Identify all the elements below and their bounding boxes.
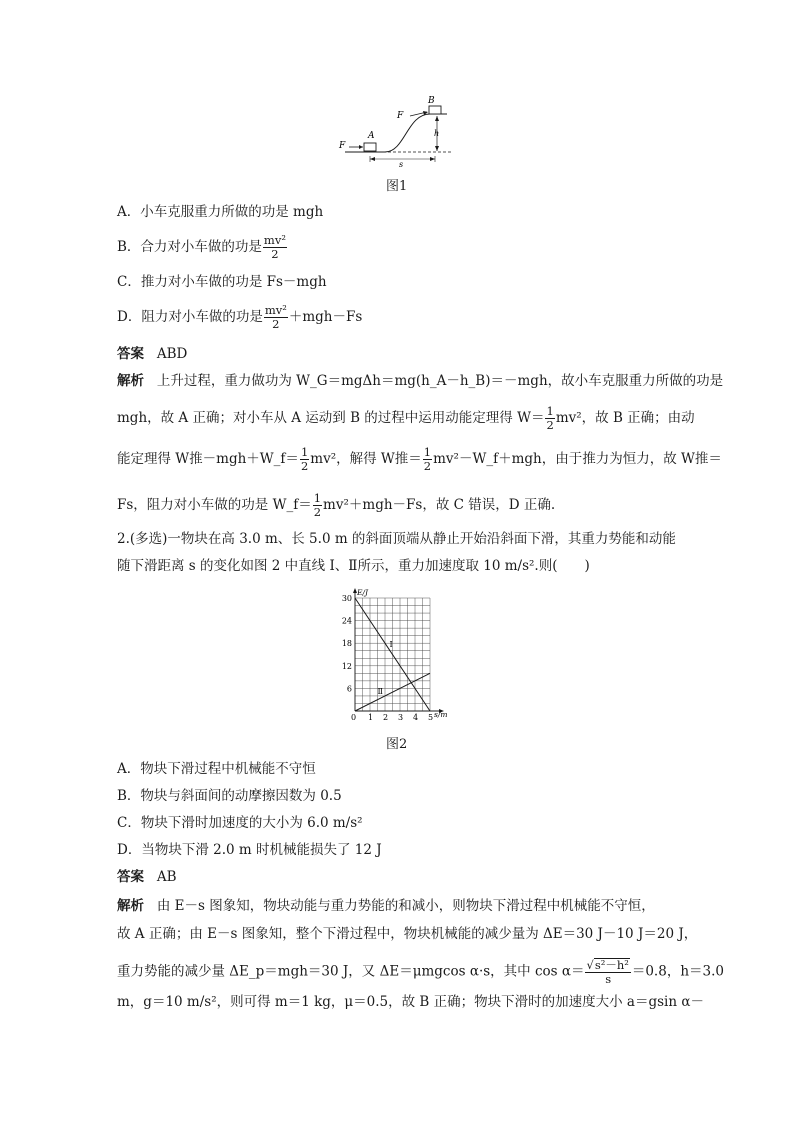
- block-a: [364, 143, 376, 151]
- label-b: B: [428, 96, 435, 106]
- x-tick-label: 0: [351, 713, 357, 722]
- q2-stem-line1: 2.(多选)一物块在高 3.0 m、长 5.0 m 的斜面顶端从静止开始沿斜面下滑，其重力势能和动能: [117, 531, 676, 547]
- figure-1-caption: 图1: [386, 179, 408, 194]
- q2-option-c: C．物块下滑时加速度的大小为 6.0 m/s²: [117, 815, 363, 831]
- figure-2-chart: [335, 588, 460, 728]
- y-axis-label: E/J: [357, 588, 369, 597]
- q1-analysis-line3: 能定理得 W推－mgh＋W_f＝ $\frac{1}{2}$ mv²，解得 W推＝ $\frac{1}{2}$ mv²－W_f＋mgh，由于推力为恒力，故 W推＝: [117, 445, 722, 473]
- q1-option-d: D．阻力对小车做的功是 $\frac{\text{mv²}}{2}$ ＋mgh－Fs: [117, 303, 363, 331]
- x-tick-label: 3: [398, 713, 404, 722]
- q2-analysis-line4: m，g＝10 m/s²，则可得 m＝1 kg，μ＝0.5，故 B 正确；物块下滑时的加速度大小 a＝gsin α－: [117, 994, 704, 1010]
- x-tick-label: 2: [383, 713, 389, 722]
- label-f2: F: [397, 111, 404, 121]
- label-h: h: [434, 129, 440, 138]
- q1-analysis-line1: 解析 上升过程，重力做功为 W_G＝mgΔh＝mg(h_A－h_B)＝－mgh，故小车克服重力所做的功是: [117, 373, 724, 389]
- label-s: s: [399, 160, 404, 167]
- q1-answer: 答案 ABD: [117, 346, 188, 362]
- series-label-1: Ⅰ: [389, 639, 393, 649]
- label-f1: F: [339, 141, 346, 151]
- x-tick-label: 4: [413, 713, 419, 722]
- q2-stem-line2: 随下滑距离 s 的变化如图 2 中直线 Ⅰ、Ⅱ所示，重力加速度取 10 m/s².则( ): [117, 558, 590, 574]
- series-label-2: Ⅱ: [377, 687, 383, 697]
- figure-1-diagram: [335, 92, 460, 167]
- x-axis-label: s/m: [434, 710, 448, 719]
- q1-option-a: A．小车克服重力所做的功是 mgh: [117, 204, 324, 220]
- y-tick-label: 18: [341, 639, 352, 649]
- x-tick-label: 5: [428, 713, 434, 722]
- figure-2-caption: 图2: [386, 737, 408, 752]
- y-tick-label: 6: [346, 684, 352, 694]
- q2-analysis-line1: 解析 由 E－s 图象知，物块动能与重力势能的和减小，则物块下滑过程中机械能不守恒，: [117, 898, 655, 914]
- q2-option-d: D．当物块下滑 2.0 m 时机械能损失了 12 J: [117, 842, 382, 858]
- q2-option-a: A．物块下滑过程中机械能不守恒: [117, 761, 316, 777]
- x-tick-label: 1: [368, 713, 374, 722]
- q1-option-b: B．合力对小车做的功是 $\frac{\text{mv²}}{2}$: [117, 233, 286, 261]
- q2-option-b: B．物块与斜面间的动摩擦因数为 0.5: [117, 788, 342, 804]
- block-b: [429, 106, 441, 114]
- q1-option-c: C．推力对小车做的功是 Fs－mgh: [117, 274, 327, 290]
- q2-analysis-line3: 重力势能的减少量 ΔE_p＝mgh＝30 J，又 ΔE＝μmgcos α·s，其中 cos α＝ $\frac{\text{√s²－h²}}{s}$ ＝0.8，h＝3.0: [117, 958, 724, 986]
- y-tick-label: 30: [341, 594, 352, 603]
- q2-answer: 答案 AB: [117, 869, 177, 885]
- label-a: A: [368, 131, 375, 141]
- y-tick-label: 12: [341, 661, 352, 671]
- y-tick-label: 24: [341, 616, 352, 626]
- q1-analysis-line4: Fs，阻力对小车做的功是 W_f＝ $\frac{1}{2}$ mv²＋mgh－Fs，故 C 错误，D 正确.: [117, 491, 556, 519]
- q1-analysis-line2: mgh，故 A 正确；对小车从 A 运动到 B 的过程中运用动能定理得 W＝ $\frac{1}{2}$ mv²，故 B 正确；由动: [117, 404, 695, 432]
- q2-analysis-line2: 故 A 正确；由 E－s 图象知，整个下滑过程中，物块机械能的减少量为 ΔE＝30 J－10 J＝20 J，: [117, 926, 698, 942]
